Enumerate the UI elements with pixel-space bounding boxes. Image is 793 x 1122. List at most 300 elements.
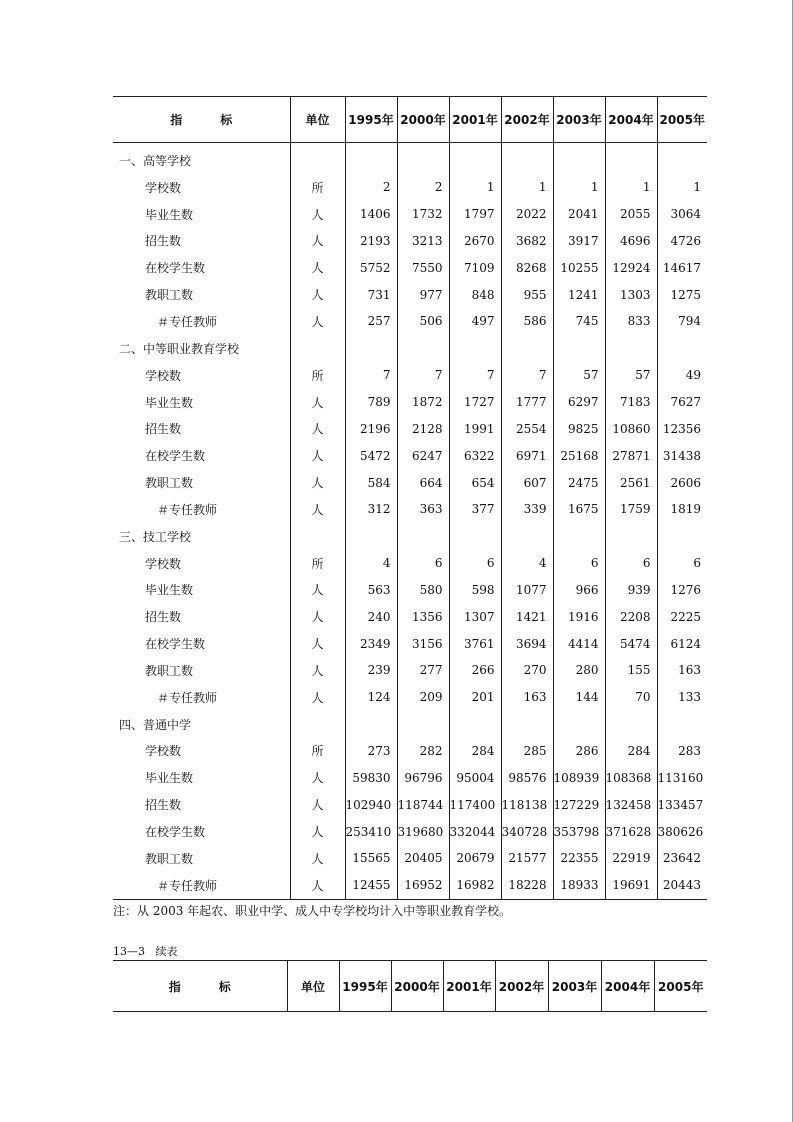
row-label: 教职工数	[145, 476, 194, 491]
value-cell: 108368	[605, 764, 657, 791]
table-row	[113, 228, 707, 255]
value-cell: 506	[397, 308, 449, 335]
value-cell: 277	[397, 657, 449, 684]
value-cell: 745	[553, 308, 605, 335]
unit-cell: 人	[290, 469, 345, 496]
value-cell: 285	[501, 738, 553, 765]
table-row	[113, 254, 707, 281]
value-cell: 22355	[553, 845, 605, 872]
empty-cell	[397, 523, 449, 550]
unit-header: 单位	[290, 97, 345, 143]
continued-caption: 13—3 续表	[113, 945, 178, 958]
empty-cell	[657, 711, 707, 738]
value-cell: 563	[345, 577, 397, 604]
value-cell: 6	[397, 550, 449, 577]
unit-cell: 人	[290, 577, 345, 604]
value-cell: 1732	[397, 201, 449, 228]
table-row	[113, 362, 707, 389]
table-row	[113, 496, 707, 523]
value-cell: 2670	[449, 228, 501, 255]
row-label: 招生数	[145, 798, 182, 813]
value-cell: 16982	[449, 872, 501, 899]
section-row	[113, 143, 707, 174]
value-cell: 654	[449, 469, 501, 496]
value-cell: 253410	[345, 818, 397, 845]
value-cell: 1	[553, 174, 605, 201]
value-cell: 2041	[553, 201, 605, 228]
section-title: 四、普通中学	[119, 717, 192, 732]
empty-cell	[449, 523, 501, 550]
value-cell: 22919	[605, 845, 657, 872]
row-label: 毕业生数	[145, 207, 194, 222]
unit-cell: 人	[290, 872, 345, 899]
value-cell: 23642	[657, 845, 707, 872]
table-row	[113, 308, 707, 335]
value-cell: 20443	[657, 872, 707, 899]
empty-cell	[553, 335, 605, 362]
row-label: 学校数	[145, 368, 182, 383]
value-cell: 31438	[657, 442, 707, 469]
value-cell: 4	[501, 550, 553, 577]
year-header: 2005年	[657, 97, 707, 143]
empty-cell	[605, 143, 657, 174]
empty-cell	[449, 143, 501, 174]
value-cell: 133	[657, 684, 707, 711]
value-cell: 794	[657, 308, 707, 335]
value-cell: 2554	[501, 415, 553, 442]
unit-cell: 人	[290, 818, 345, 845]
table-row	[113, 791, 707, 818]
empty-cell	[657, 143, 707, 174]
value-cell: 2022	[501, 201, 553, 228]
value-cell: 2055	[605, 201, 657, 228]
value-cell: 833	[605, 308, 657, 335]
unit-cell: 所	[290, 550, 345, 577]
table-row	[113, 442, 707, 469]
value-cell: 607	[501, 469, 553, 496]
value-cell: 2208	[605, 603, 657, 630]
value-cell: 12455	[345, 872, 397, 899]
value-cell: 19691	[605, 872, 657, 899]
value-cell: 939	[605, 577, 657, 604]
unit-cell: 人	[290, 415, 345, 442]
year-header: 2002年	[495, 961, 548, 1012]
empty-cell	[290, 523, 345, 550]
value-cell: 270	[501, 657, 553, 684]
value-cell: 332044	[449, 818, 501, 845]
value-cell: 1	[501, 174, 553, 201]
unit-cell: 所	[290, 738, 345, 765]
empty-cell	[501, 335, 553, 362]
value-cell: 340728	[501, 818, 553, 845]
value-cell: 283	[657, 738, 707, 765]
value-cell: 363	[397, 496, 449, 523]
value-cell: 1303	[605, 281, 657, 308]
row-label: 在校学生数	[145, 825, 206, 840]
value-cell: 9825	[553, 415, 605, 442]
value-cell: 2	[345, 174, 397, 201]
value-cell: 27871	[605, 442, 657, 469]
value-cell: 144	[553, 684, 605, 711]
empty-cell	[553, 523, 605, 550]
value-cell: 57	[605, 362, 657, 389]
value-cell: 3761	[449, 630, 501, 657]
value-cell: 497	[449, 308, 501, 335]
value-cell: 1241	[553, 281, 605, 308]
value-cell: 10255	[553, 254, 605, 281]
row-label: 在校学生数	[145, 637, 206, 652]
value-cell: 1	[657, 174, 707, 201]
value-cell: 20679	[449, 845, 501, 872]
unit-cell: 人	[290, 845, 345, 872]
table-row	[113, 764, 707, 791]
table-footnote: 注：从 2003 年起农、职业中学、成人中专学校均计入中等职业教育学校。	[113, 904, 512, 918]
year-header: 1995年	[345, 97, 397, 143]
value-cell: 4414	[553, 630, 605, 657]
value-cell: 163	[501, 684, 553, 711]
value-cell: 584	[345, 469, 397, 496]
value-cell: 5472	[345, 442, 397, 469]
value-cell: 108939	[553, 764, 605, 791]
value-cell: 133457	[657, 791, 707, 818]
value-cell: 57	[553, 362, 605, 389]
empty-cell	[605, 335, 657, 362]
value-cell: 312	[345, 496, 397, 523]
value-cell: 4	[345, 550, 397, 577]
value-cell: 1797	[449, 201, 501, 228]
row-label: ＃专任教师	[157, 878, 218, 893]
value-cell: 339	[501, 496, 553, 523]
value-cell: 2475	[553, 469, 605, 496]
value-cell: 4696	[605, 228, 657, 255]
value-cell: 12924	[605, 254, 657, 281]
value-cell: 59830	[345, 764, 397, 791]
value-cell: 1	[605, 174, 657, 201]
empty-cell	[501, 711, 553, 738]
value-cell: 118138	[501, 791, 553, 818]
value-cell: 15565	[345, 845, 397, 872]
value-cell: 2606	[657, 469, 707, 496]
row-label: ＃专任教师	[157, 502, 218, 517]
row-label: 在校学生数	[145, 261, 206, 276]
unit-cell: 所	[290, 174, 345, 201]
value-cell: 102940	[345, 791, 397, 818]
row-label: ＃专任教师	[157, 690, 218, 705]
empty-cell	[345, 523, 397, 550]
value-cell: 789	[345, 389, 397, 416]
table-row	[113, 389, 707, 416]
value-cell: 14617	[657, 254, 707, 281]
value-cell: 113160	[657, 764, 707, 791]
value-cell: 2225	[657, 603, 707, 630]
table-row	[113, 415, 707, 442]
empty-cell	[501, 523, 553, 550]
table-body	[113, 143, 707, 900]
value-cell: 319680	[397, 818, 449, 845]
value-cell: 7	[449, 362, 501, 389]
value-cell: 4726	[657, 228, 707, 255]
table-row	[113, 469, 707, 496]
unit-header: 单位	[287, 961, 339, 1012]
value-cell: 1307	[449, 603, 501, 630]
value-cell: 664	[397, 469, 449, 496]
value-cell: 257	[345, 308, 397, 335]
unit-cell: 人	[290, 791, 345, 818]
value-cell: 6971	[501, 442, 553, 469]
value-cell: 6	[449, 550, 501, 577]
empty-cell	[290, 143, 345, 174]
value-cell: 124	[345, 684, 397, 711]
value-cell: 6	[605, 550, 657, 577]
table-row	[113, 577, 707, 604]
unit-cell: 人	[290, 308, 345, 335]
value-cell: 8268	[501, 254, 553, 281]
section-row	[113, 711, 707, 738]
value-cell: 18228	[501, 872, 553, 899]
year-header: 2003年	[553, 97, 605, 143]
value-cell: 977	[397, 281, 449, 308]
year-header: 2003年	[548, 961, 601, 1012]
year-header: 1995年	[339, 961, 391, 1012]
table-row	[113, 657, 707, 684]
value-cell: 132458	[605, 791, 657, 818]
value-cell: 353798	[553, 818, 605, 845]
value-cell: 49	[657, 362, 707, 389]
value-cell: 6124	[657, 630, 707, 657]
unit-cell: 所	[290, 362, 345, 389]
row-label: 教职工数	[145, 663, 194, 678]
value-cell: 127229	[553, 791, 605, 818]
table-row	[113, 201, 707, 228]
year-header: 2004年	[601, 961, 654, 1012]
row-label: 招生数	[145, 234, 182, 249]
unit-cell: 人	[290, 389, 345, 416]
value-cell: 1675	[553, 496, 605, 523]
year-header: 2000年	[397, 97, 449, 143]
section-title: 三、技工学校	[119, 529, 192, 544]
value-cell: 1356	[397, 603, 449, 630]
table-row	[113, 603, 707, 630]
empty-cell	[449, 711, 501, 738]
value-cell: 3682	[501, 228, 553, 255]
value-cell: 18933	[553, 872, 605, 899]
value-cell: 380626	[657, 818, 707, 845]
value-cell: 16952	[397, 872, 449, 899]
row-label: 毕业生数	[145, 583, 194, 598]
indicator-header: 指 标	[113, 97, 290, 143]
value-cell: 266	[449, 657, 501, 684]
value-cell: 21577	[501, 845, 553, 872]
empty-cell	[397, 711, 449, 738]
value-cell: 2196	[345, 415, 397, 442]
value-cell: 586	[501, 308, 553, 335]
continued-table-header	[113, 960, 707, 1012]
value-cell: 955	[501, 281, 553, 308]
unit-cell: 人	[290, 657, 345, 684]
value-cell: 7	[501, 362, 553, 389]
value-cell: 70	[605, 684, 657, 711]
row-label: 教职工数	[145, 851, 194, 866]
value-cell: 3213	[397, 228, 449, 255]
value-cell: 5752	[345, 254, 397, 281]
value-cell: 731	[345, 281, 397, 308]
unit-cell: 人	[290, 603, 345, 630]
value-cell: 155	[605, 657, 657, 684]
empty-cell	[657, 523, 707, 550]
value-cell: 96796	[397, 764, 449, 791]
value-cell: 848	[449, 281, 501, 308]
value-cell: 6	[553, 550, 605, 577]
value-cell: 966	[553, 577, 605, 604]
value-cell: 377	[449, 496, 501, 523]
value-cell: 7183	[605, 389, 657, 416]
value-cell: 10860	[605, 415, 657, 442]
value-cell: 371628	[605, 818, 657, 845]
value-cell: 25168	[553, 442, 605, 469]
value-cell: 1759	[605, 496, 657, 523]
value-cell: 280	[553, 657, 605, 684]
value-cell: 118744	[397, 791, 449, 818]
empty-cell	[605, 523, 657, 550]
value-cell: 7	[397, 362, 449, 389]
value-cell: 273	[345, 738, 397, 765]
empty-cell	[290, 711, 345, 738]
unit-cell: 人	[290, 281, 345, 308]
value-cell: 5474	[605, 630, 657, 657]
value-cell: 7	[345, 362, 397, 389]
section-title: 二、中等职业教育学校	[119, 341, 240, 356]
value-cell: 117400	[449, 791, 501, 818]
empty-cell	[345, 143, 397, 174]
empty-cell	[345, 335, 397, 362]
value-cell: 6322	[449, 442, 501, 469]
unit-cell: 人	[290, 684, 345, 711]
table-row	[113, 550, 707, 577]
table-row	[113, 684, 707, 711]
header-row	[113, 97, 707, 143]
empty-cell	[449, 335, 501, 362]
value-cell: 2561	[605, 469, 657, 496]
value-cell: 163	[657, 657, 707, 684]
value-cell: 1275	[657, 281, 707, 308]
value-cell: 3917	[553, 228, 605, 255]
year-header: 2002年	[501, 97, 553, 143]
row-label: 毕业生数	[145, 395, 194, 410]
year-header: 2005年	[654, 961, 707, 1012]
value-cell: 98576	[501, 764, 553, 791]
education-statistics-table	[113, 96, 707, 900]
year-header: 2001年	[449, 97, 501, 143]
value-cell: 6	[657, 550, 707, 577]
row-label: 招生数	[145, 422, 182, 437]
row-label: 在校学生数	[145, 449, 206, 464]
unit-cell: 人	[290, 228, 345, 255]
value-cell: 3156	[397, 630, 449, 657]
row-label: 招生数	[145, 610, 182, 625]
row-label: ＃专任教师	[157, 314, 218, 329]
unit-cell: 人	[290, 496, 345, 523]
table-row	[113, 872, 707, 899]
empty-cell	[657, 335, 707, 362]
section-row	[113, 523, 707, 550]
value-cell: 598	[449, 577, 501, 604]
value-cell: 7109	[449, 254, 501, 281]
value-cell: 1406	[345, 201, 397, 228]
value-cell: 1777	[501, 389, 553, 416]
value-cell: 1421	[501, 603, 553, 630]
row-label: 教职工数	[145, 288, 194, 303]
empty-cell	[605, 711, 657, 738]
empty-cell	[553, 711, 605, 738]
value-cell: 2	[397, 174, 449, 201]
value-cell: 2128	[397, 415, 449, 442]
unit-cell: 人	[290, 201, 345, 228]
empty-cell	[397, 335, 449, 362]
section-row	[113, 335, 707, 362]
row-label: 学校数	[145, 556, 182, 571]
value-cell: 2349	[345, 630, 397, 657]
value-cell: 284	[449, 738, 501, 765]
value-cell: 240	[345, 603, 397, 630]
value-cell: 6247	[397, 442, 449, 469]
indicator-header: 指 标	[113, 961, 287, 1012]
row-label: 学校数	[145, 744, 182, 759]
empty-cell	[290, 335, 345, 362]
value-cell: 286	[553, 738, 605, 765]
table-row	[113, 818, 707, 845]
value-cell: 209	[397, 684, 449, 711]
value-cell: 1916	[553, 603, 605, 630]
row-label: 学校数	[145, 180, 182, 195]
empty-cell	[553, 143, 605, 174]
table-row	[113, 845, 707, 872]
empty-cell	[397, 143, 449, 174]
table-row	[113, 174, 707, 201]
table-row	[113, 738, 707, 765]
value-cell: 1872	[397, 389, 449, 416]
empty-cell	[501, 143, 553, 174]
value-cell: 282	[397, 738, 449, 765]
value-cell: 20405	[397, 845, 449, 872]
value-cell: 7627	[657, 389, 707, 416]
table-row	[113, 281, 707, 308]
value-cell: 1077	[501, 577, 553, 604]
value-cell: 3064	[657, 201, 707, 228]
value-cell: 1819	[657, 496, 707, 523]
unit-cell: 人	[290, 254, 345, 281]
value-cell: 239	[345, 657, 397, 684]
value-cell: 1276	[657, 577, 707, 604]
unit-cell: 人	[290, 764, 345, 791]
value-cell: 3694	[501, 630, 553, 657]
row-label: 毕业生数	[145, 771, 194, 786]
unit-cell: 人	[290, 442, 345, 469]
table-row	[113, 630, 707, 657]
value-cell: 6297	[553, 389, 605, 416]
header-row	[113, 961, 707, 1012]
value-cell: 12356	[657, 415, 707, 442]
year-header: 2000年	[391, 961, 443, 1012]
value-cell: 580	[397, 577, 449, 604]
value-cell: 2193	[345, 228, 397, 255]
value-cell: 1	[449, 174, 501, 201]
empty-cell	[345, 711, 397, 738]
value-cell: 284	[605, 738, 657, 765]
value-cell: 7550	[397, 254, 449, 281]
value-cell: 201	[449, 684, 501, 711]
value-cell: 1991	[449, 415, 501, 442]
year-header: 2001年	[443, 961, 495, 1012]
